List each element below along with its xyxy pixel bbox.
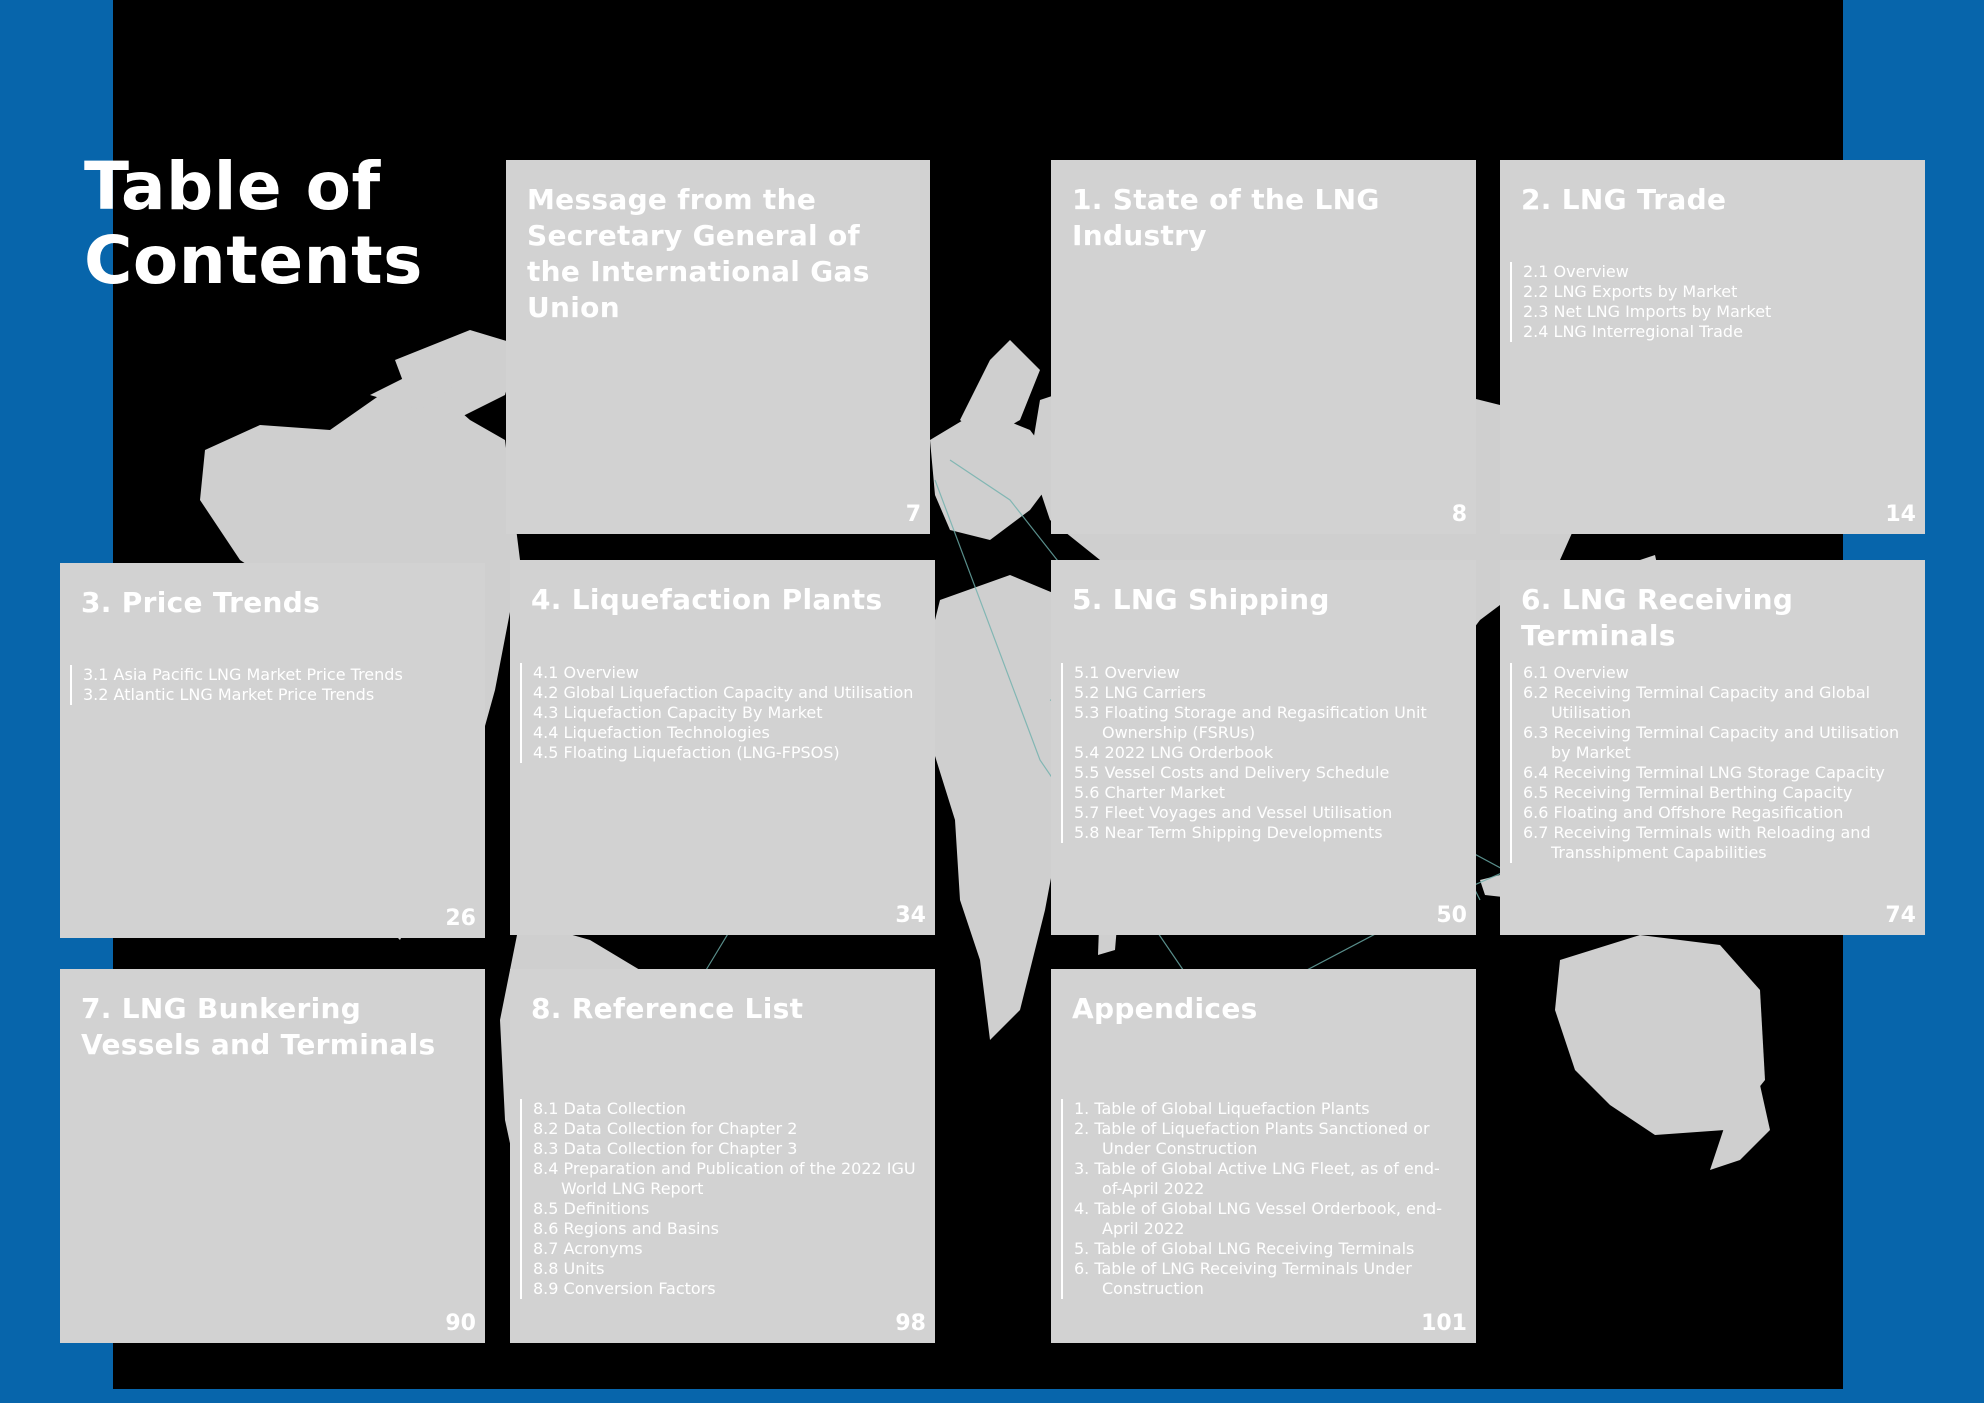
section-item[interactable]: 1. Table of Global Liquefaction Plants [1074, 1099, 1370, 1118]
toc-card-price-trends[interactable] [60, 563, 485, 938]
toc-card-liquefaction-plants[interactable] [510, 560, 935, 935]
section-item[interactable]: 5.6 Charter Market [1074, 783, 1226, 802]
section-item[interactable]: 8.4 Preparation and Publication of the 2022 IGU World LNG Report [533, 1159, 916, 1198]
toc-card-reference-list[interactable] [510, 969, 935, 1343]
card-title: 1. State of the LNG Industry [1072, 183, 1380, 252]
card-title: Appendices [1072, 992, 1258, 1025]
card-title: 2. LNG Trade [1521, 183, 1727, 216]
section-item[interactable]: 3. Table of Global Active LNG Fleet, as of end-of-April 2022 [1074, 1159, 1440, 1198]
page-number: 8 [1451, 502, 1467, 527]
page-number: 34 [895, 903, 926, 928]
card-title: 7. LNG Bunkering Vessels and Terminals [81, 992, 436, 1061]
section-item[interactable]: 5. Table of Global LNG Receiving Terminals [1074, 1239, 1415, 1258]
section-item[interactable]: 8.6 Regions and Basins [533, 1219, 719, 1238]
toc-card-message[interactable] [506, 160, 930, 534]
card-title: Message from the Secretary General of the International Gas Union [527, 183, 870, 324]
page-number: 74 [1885, 903, 1916, 928]
map-scandinavia [960, 340, 1040, 440]
section-item[interactable]: 5.2 LNG Carriers [1074, 683, 1206, 702]
page-number: 14 [1885, 502, 1916, 527]
title-line-2: Contents [84, 222, 423, 299]
card-title: 8. Reference List [531, 992, 804, 1025]
section-item[interactable]: 6.5 Receiving Terminal Berthing Capacity [1523, 783, 1853, 802]
section-item[interactable]: 4.5 Floating Liquefaction (LNG-FPSOS) [533, 743, 840, 762]
section-list [70, 665, 467, 705]
section-item[interactable]: 8.1 Data Collection [533, 1099, 686, 1118]
section-item[interactable]: 3.2 Atlantic LNG Market Price Trends [83, 685, 375, 704]
section-item[interactable]: 2.3 Net LNG Imports by Market [1523, 302, 1772, 321]
section-item[interactable]: 8.5 Definitions [533, 1199, 650, 1218]
section-item[interactable]: 5.5 Vessel Costs and Delivery Schedule [1074, 763, 1390, 782]
toc-card-lng-shipping[interactable] [1051, 560, 1476, 935]
section-item[interactable]: 8.7 Acronyms [533, 1239, 643, 1258]
section-item[interactable]: 4.2 Global Liquefaction Capacity and Utilisation [533, 683, 914, 702]
page-number: 101 [1421, 1311, 1467, 1336]
section-list [1061, 1099, 1458, 1299]
section-item[interactable]: 4.4 Liquefaction Technologies [533, 723, 770, 742]
section-item[interactable]: 3.1 Asia Pacific LNG Market Price Trends [83, 665, 403, 684]
section-item[interactable]: 2.2 LNG Exports by Market [1523, 282, 1738, 301]
section-list [1061, 663, 1458, 843]
section-item[interactable]: 6.1 Overview [1523, 663, 1629, 682]
page-number: 7 [905, 502, 921, 527]
section-item[interactable]: 2.4 LNG Interregional Trade [1523, 322, 1743, 341]
page-number: 98 [895, 1311, 926, 1336]
section-list [1510, 663, 1907, 863]
section-item[interactable]: 6.3 Receiving Terminal Capacity and Utilisation by Market [1523, 723, 1900, 762]
section-item[interactable]: 6.7 Receiving Terminals with Reloading and Transshipment Capabilities [1523, 823, 1871, 862]
section-item[interactable]: 2. Table of Liquefaction Plants Sanctioned or Under Construction [1074, 1119, 1430, 1158]
section-item[interactable]: 6. Table of LNG Receiving Terminals Under Construction [1074, 1259, 1412, 1298]
toc-card-lng-receiving-terminals[interactable] [1500, 560, 1925, 935]
toc-card-lng-trade[interactable] [1500, 160, 1925, 534]
section-item[interactable]: 4. Table of Global LNG Vessel Orderbook, end-April 2022 [1074, 1199, 1442, 1238]
page-number: 50 [1436, 903, 1467, 928]
section-item[interactable]: 5.1 Overview [1074, 663, 1180, 682]
section-item[interactable]: 6.6 Floating and Offshore Regasification [1523, 803, 1844, 822]
toc-card-state-of-lng-industry[interactable] [1051, 160, 1476, 534]
page-title [84, 150, 423, 298]
section-item[interactable]: 4.3 Liquefaction Capacity By Market [533, 703, 823, 722]
card-title: 6. LNG Receiving Terminals [1521, 583, 1794, 652]
section-item[interactable]: 5.4 2022 LNG Orderbook [1074, 743, 1274, 762]
card-title: 3. Price Trends [81, 586, 321, 619]
section-item[interactable]: 6.4 Receiving Terminal LNG Storage Capacity [1523, 763, 1885, 782]
section-item[interactable]: 8.9 Conversion Factors [533, 1279, 716, 1298]
section-item[interactable]: 8.3 Data Collection for Chapter 3 [533, 1139, 798, 1158]
page-number: 90 [445, 1311, 476, 1336]
section-item[interactable]: 8.8 Units [533, 1259, 605, 1278]
card-title: 5. LNG Shipping [1072, 583, 1330, 616]
section-list [520, 663, 917, 763]
section-item[interactable]: 6.2 Receiving Terminal Capacity and Global Utilisation [1523, 683, 1871, 722]
section-list [520, 1099, 917, 1299]
title-line-1: Table of [84, 148, 381, 225]
toc-card-lng-bunkering[interactable] [60, 969, 485, 1343]
section-list [1510, 262, 1907, 342]
card-title: 4. Liquefaction Plants [531, 583, 883, 616]
toc-card-appendices[interactable] [1051, 969, 1476, 1343]
section-item[interactable]: 5.8 Near Term Shipping Developments [1074, 823, 1383, 842]
section-item[interactable]: 2.1 Overview [1523, 262, 1629, 281]
section-item[interactable]: 5.7 Fleet Voyages and Vessel Utilisation [1074, 803, 1393, 822]
section-item[interactable]: 8.2 Data Collection for Chapter 2 [533, 1119, 798, 1138]
page-number: 26 [445, 906, 476, 931]
section-item[interactable]: 5.3 Floating Storage and Regasification Unit Ownership (FSRUs) [1074, 703, 1427, 742]
section-item[interactable]: 4.1 Overview [533, 663, 639, 682]
